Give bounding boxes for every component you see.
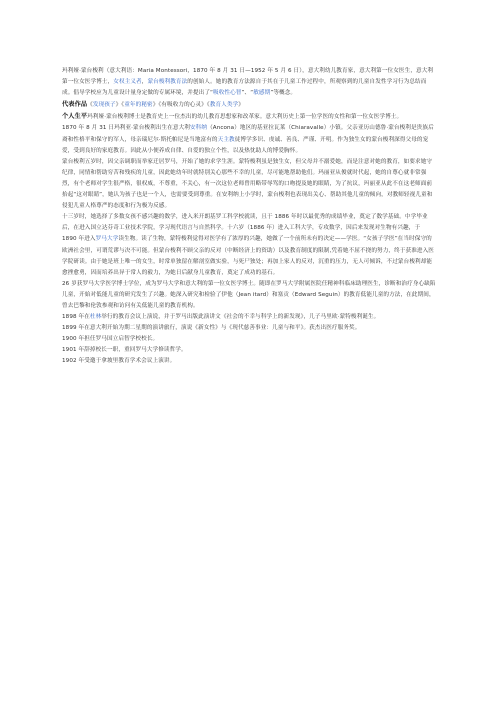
year-1899-paragraph bbox=[62, 323, 436, 334]
works-paragraph bbox=[62, 99, 436, 111]
bio-text: 玛利娅·蒙台梭利博士是教育史上一位杰出的幼儿教育思想家和改革家。意大利历史上第一位学医的女性和第一位女医学博士。 bbox=[87, 114, 403, 121]
birth-text: 徒博学多识、虔诚、善良、严谨、开明。作为独生女的蒙台梭利深得父母的宠爱，受到良好的家庭教育。因此从小便养成自律、自爱的独立个性，以及热忱助人的博爱胸怀。 bbox=[62, 136, 429, 154]
intro-text: 玛利娅·蒙台梭利（意大利语：Maria Montessori，1870 年 8 月 31 日—1952 年 5 月 6 日），意大利幼儿教育家，意大利第一位女医生，意大利第一位女医学博士， bbox=[62, 68, 434, 86]
birth-text: （Ancona）地区的基亚拉瓦莱（Chiaravalle）小镇。父亲亚历山德鲁·蒙台梭利是贵族后裔和性格平和保守的军人，母亲瑞尼尔·斯托帕尼是当地富有的 bbox=[62, 125, 434, 143]
montessori-method-link[interactable]: 蒙台梭利教育法 bbox=[147, 79, 188, 86]
ancona-link[interactable]: 安科纳 bbox=[189, 125, 208, 132]
year-1900-paragraph bbox=[62, 334, 436, 345]
year-1902-paragraph bbox=[62, 356, 436, 367]
works-label: 代表作品 bbox=[62, 101, 88, 109]
works-text: 》《 bbox=[115, 102, 125, 109]
age26-paragraph bbox=[62, 279, 436, 312]
intro-text: ”等概念。 bbox=[270, 90, 297, 97]
year-1899-text: 1899 年在意大利开始为期二星期的演讲旅行，演说《新女性》与《现代慈善事业：儿童与和平》。获杰出医疗服务奖。 bbox=[62, 325, 361, 332]
year-1898-text: 举行的教育会议上演说，并于罗马出版此演讲文《社会的不幸与科学上的新发现》，儿子马里欧·蒙特梭利诞生。 bbox=[101, 314, 380, 321]
teen-paragraph bbox=[62, 212, 436, 279]
bio-label: 个人生平 bbox=[62, 113, 88, 121]
teen-text: 读生物。读了生物，蒙特梭利觉得对医学有了浓厚的兴趣，她做了一个前所未有的决定——学医。“女孩子学医”在当时保守的欧洲社会里，可谓荒谬与决不可能。但蒙台梭利不顾父亲的反对（中断经济上的资助）以及教育制度的限制,凭着她不屈不挠的努力，终于获准进入医学院研读。由于她是班上唯一的女生，时常单独留在解剖室做实验，与死尸独处；再加上家人的反对，沉重的压力，无人可倾诉，不过蒙台梭利却能愈挫愈勇，因而培养出异于常人的毅力，为她日后献身儿童教育，奠定了成功的基石。 bbox=[62, 236, 434, 276]
sensitive-period-link[interactable]: 敏感期 bbox=[253, 90, 271, 97]
works-text: 《 bbox=[87, 102, 93, 109]
works-text: 》 bbox=[238, 102, 244, 109]
work-link-discovery[interactable]: 发现孩子 bbox=[92, 102, 116, 109]
age26-text: 26 岁获罗马大学医学博士学位，成为罗马大学和意大利的第一位女医学博士。随即在罗马大学附属医院任精神科临床助理医生，诊断和治疗身心缺陷儿童，开始对低能儿童的研究发生了兴趣。她深入研究和检验了伊他（Jean itard）和塞贡（Edward Seguin）的教育低能儿童的方法，在此期间，曾去巴黎和伦敦参观和访问有关低能儿童的教育机构。 bbox=[62, 280, 436, 309]
intro-text: ”、“ bbox=[241, 90, 254, 97]
absorbent-mind-link[interactable]: 吸收性心智 bbox=[213, 90, 242, 97]
year-1901-paragraph bbox=[62, 345, 436, 356]
rome-university-link[interactable]: 罗马大学 bbox=[95, 236, 119, 243]
work-link-anthropology[interactable]: 教育人类学 bbox=[209, 102, 239, 109]
works-text: 》《有吸收力的心灵》《 bbox=[152, 102, 210, 109]
feminist-link[interactable]: 女权主义者 bbox=[113, 79, 142, 86]
birth-text: 1870 年 8 月 31 日玛利亚·蒙台梭利出生在意大利 bbox=[62, 125, 190, 132]
childhood-text: 蒙台梭利五岁时，因父亲调职而举家迁居罗马，开始了她的求学生涯。蒙特梭利虽是独生女，但父母并不溺爱她，而是注意对她的教育，如要求她守纪律，同情和帮助穷苦和残疾的儿童，因此她幼年时就特别关心那些不幸的儿童，尽可能地帮助他们。玛丽亚从俊就时代起，她的自尊心就非常强烈，有个老师对学生很严格，很权威，不尊重，不关心，有一次这位老师曾用略带辱骂的口吻提及她的眼睛，为了抗议，玛丽亚从此不在这老师面前抬起“这对眼睛”，她认为孩子也是一个人，也需要受到尊重。在安利纳上小学时，蒙台梭利也表现出关心、帮助其他儿童的倾向，对教师轻视儿童和侵犯儿童人格尊严的态度和行为极为反感。 bbox=[62, 158, 433, 210]
teen-text: 十三岁时，她选择了多数女孩不感兴趣的数学，进入米开朗基罗工科学校就读，且于 1886 年时以最优秀的成绩毕业，奠定了数学基础。中学毕业后，在进入国立达芬奇工业技术学院，学习现代语言与自然科学。十六岁（1886 年）进入工科大学，专攻数学，因后来发现对生物有兴趣，于 1890 年进入 bbox=[62, 214, 428, 243]
year-1902-text: 1902 年受邀于拿坡里教育学术会议上演讲。 bbox=[62, 358, 176, 365]
catholic-link[interactable]: 天主教 bbox=[217, 136, 235, 143]
year-1900-text: 1900 年担任罗马国立启智学校校长。 bbox=[62, 336, 159, 343]
year-1901-text: 1901 年辞掉校长一职，重回罗马大学修读哲学。 bbox=[62, 347, 187, 354]
year-1898-text: 1898 年在 bbox=[62, 314, 90, 321]
childhood-paragraph bbox=[62, 157, 436, 212]
intro-text: ， bbox=[141, 79, 148, 86]
work-link-secret-of-childhood[interactable]: 童年的秘密 bbox=[124, 102, 153, 109]
birth-paragraph bbox=[62, 123, 436, 156]
intro-paragraph bbox=[62, 66, 436, 99]
document-body bbox=[62, 66, 436, 368]
year-1898-paragraph bbox=[62, 312, 436, 323]
intro-text: 的创始人。她的教育方法源自于其在于儿童工作过程中，所观察到的儿童自发性学习行为总结而成。倡导学校应为儿童设计量身定做的专属环境，并提出了“ bbox=[62, 79, 427, 97]
bio-paragraph bbox=[62, 111, 436, 123]
turin-link[interactable]: 杜林 bbox=[89, 314, 102, 321]
